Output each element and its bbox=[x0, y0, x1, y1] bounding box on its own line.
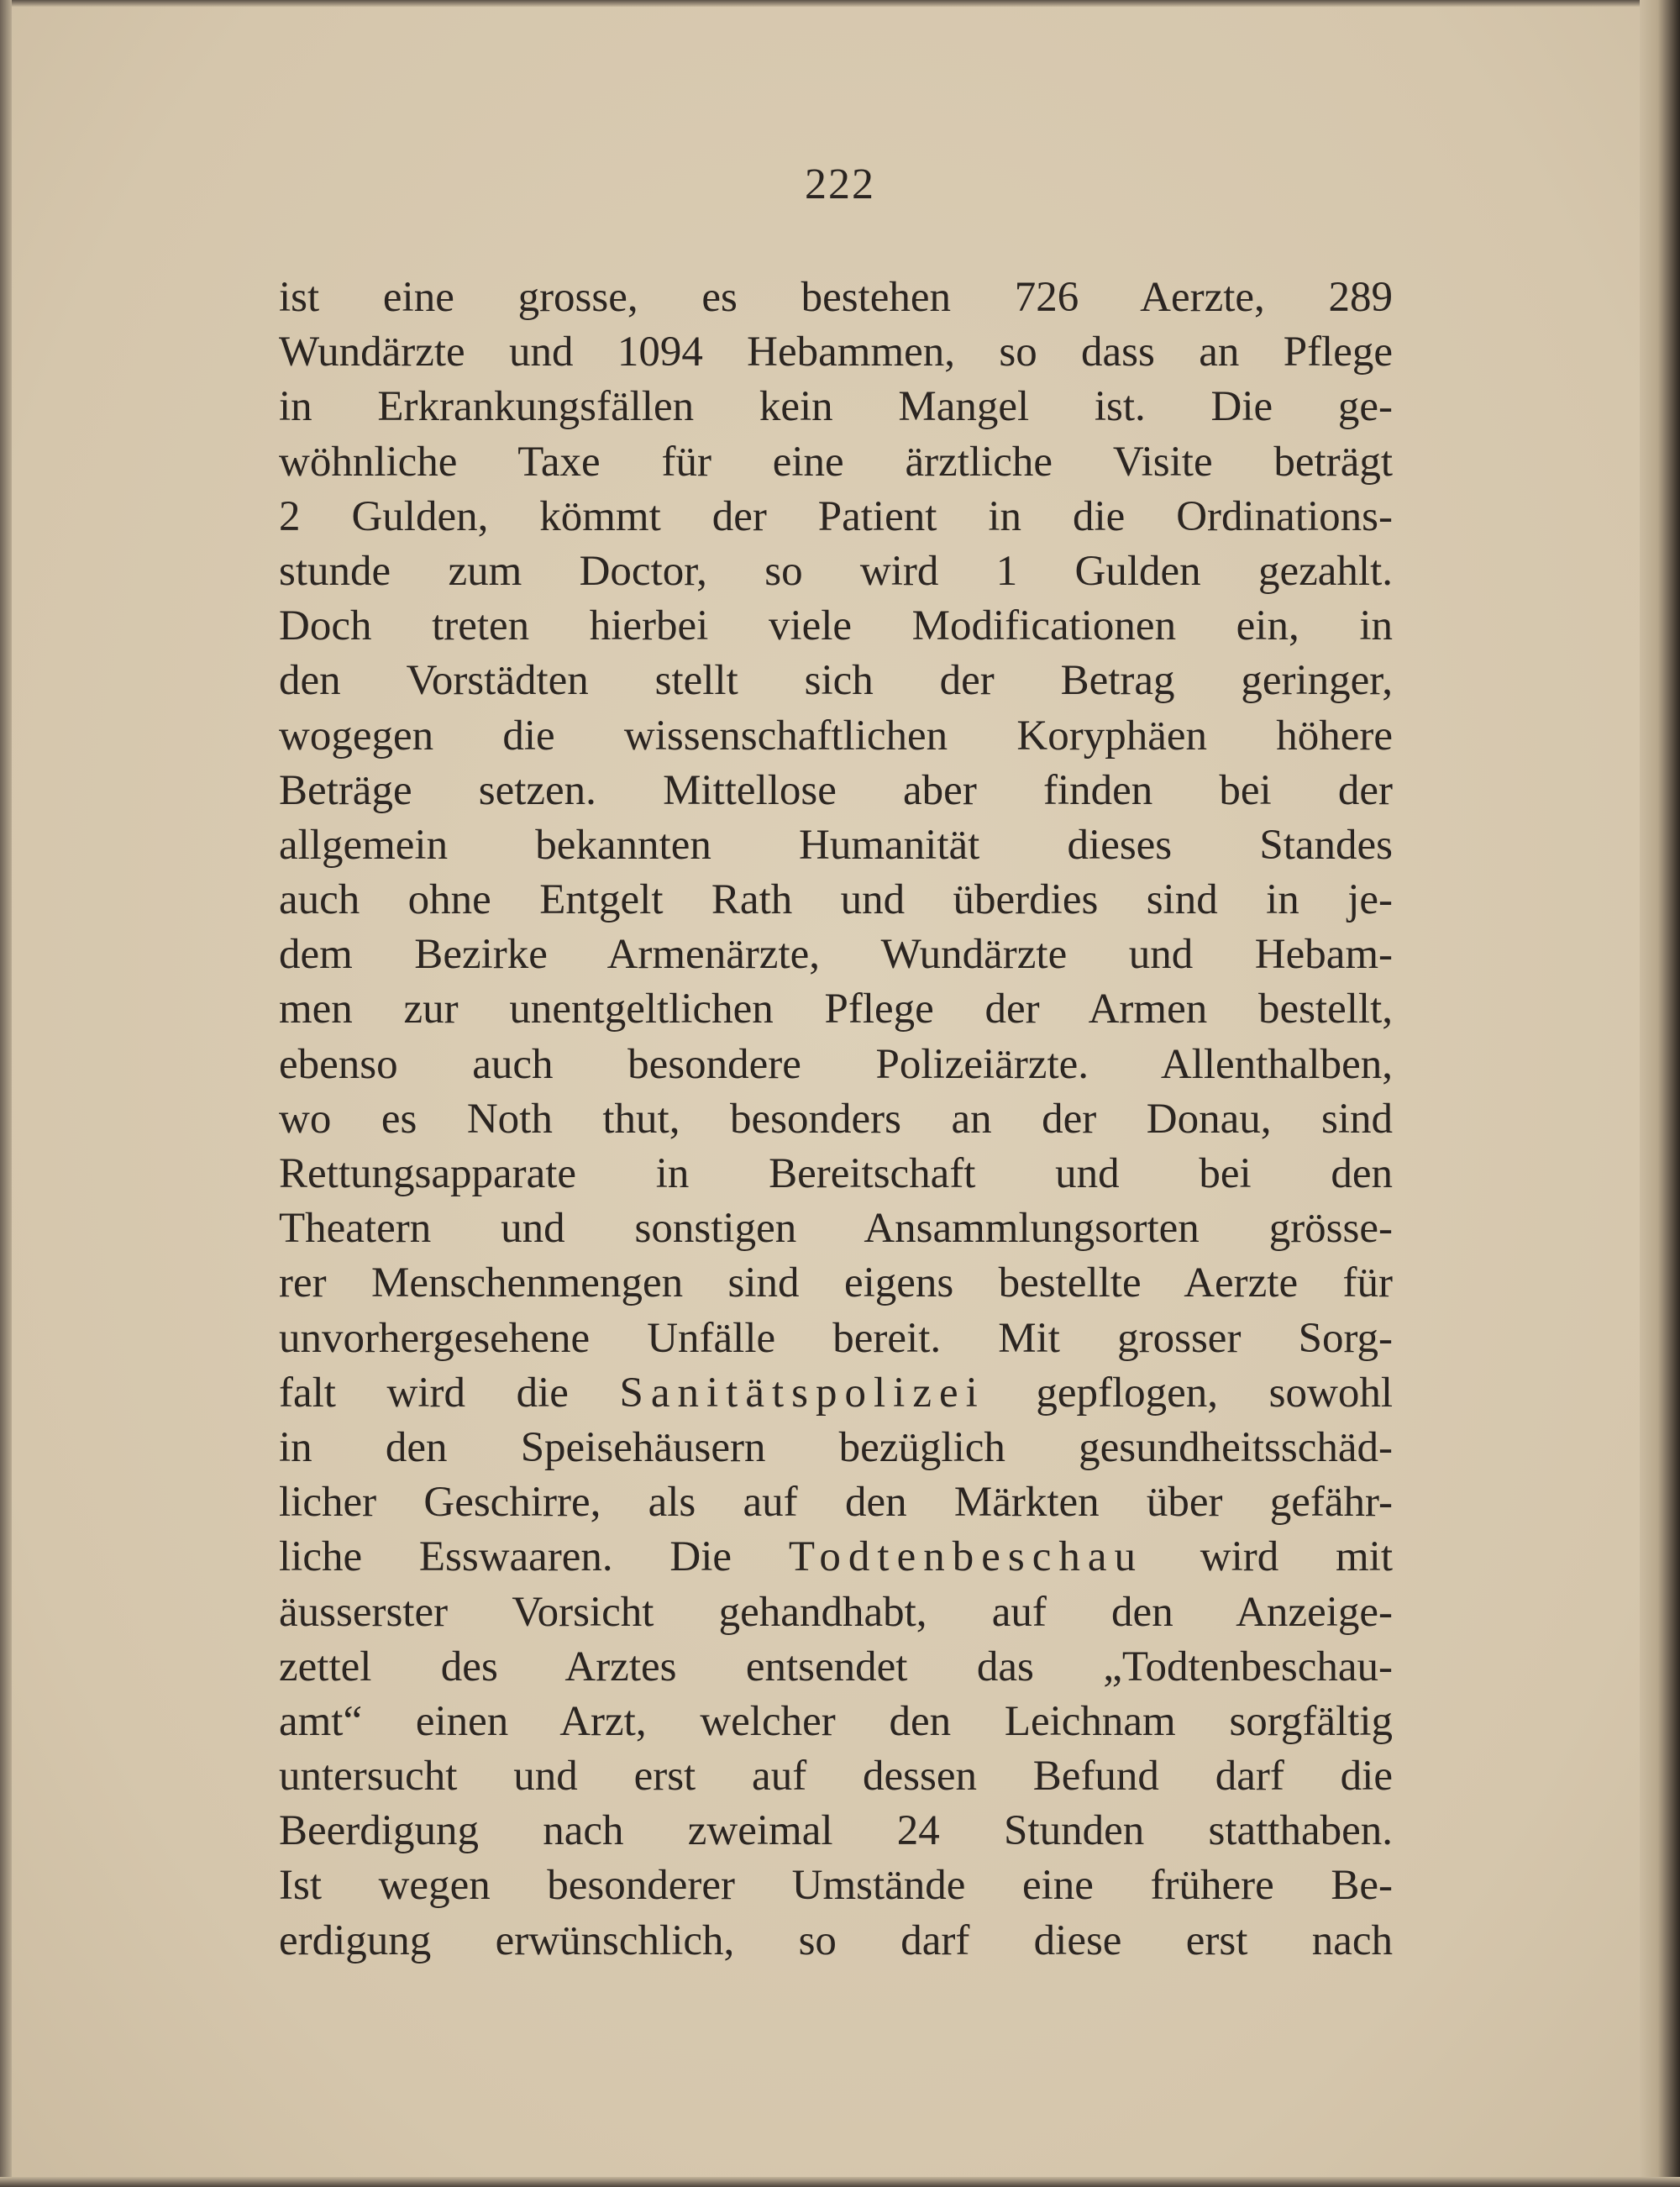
page-edge-bottom bbox=[0, 2177, 1680, 2187]
text-segment: unvorhergesehene Unfälle bereit. Mit grosser Sorg- bbox=[279, 1314, 1393, 1362]
text-line bbox=[279, 1475, 1393, 1530]
text-line bbox=[279, 654, 1393, 708]
text-segment: falt wird die bbox=[279, 1369, 620, 1417]
text-line bbox=[279, 1585, 1393, 1640]
text-line bbox=[279, 490, 1393, 544]
page-number: 222 bbox=[805, 160, 875, 208]
text-segment: Theatern und sonstigen Ansammlungsorten grösse- bbox=[279, 1205, 1393, 1253]
text-segment: den Vorstädten stellt sich der Betrag geringer, bbox=[279, 657, 1393, 705]
text-line bbox=[279, 1804, 1393, 1858]
text-line bbox=[279, 928, 1393, 982]
text-segment: Beerdigung nach zweimal 24 Stunden statthaben. bbox=[279, 1807, 1393, 1855]
text-segment: zettel des Arztes entsendet das „Todtenbeschau- bbox=[279, 1643, 1393, 1690]
text-line bbox=[279, 380, 1393, 434]
text-segment: Rettungsapparate in Bereitschaft und bei den bbox=[279, 1150, 1393, 1197]
text-segment: Doch treten hierbei viele Modificationen ein, in bbox=[279, 602, 1393, 650]
text-segment: in den Speisehäusern bezüglich gesundheitsschäd- bbox=[279, 1423, 1393, 1471]
page-edge-top bbox=[0, 0, 1680, 7]
text-line bbox=[279, 1366, 1393, 1421]
text-line bbox=[279, 1530, 1393, 1585]
body-text bbox=[279, 271, 1393, 1969]
spaced-emphasis: Sanitätspolizei bbox=[619, 1369, 985, 1417]
text-segment: 2 Gulden, kömmt der Patient in die Ordinations- bbox=[279, 492, 1393, 540]
text-line bbox=[279, 1256, 1393, 1311]
text-segment: amt“ einen Arzt, welcher den Leichnam sorgfältig bbox=[279, 1697, 1393, 1745]
text-line bbox=[279, 435, 1393, 490]
text-line bbox=[279, 544, 1393, 599]
text-line bbox=[279, 1749, 1393, 1804]
text-segment: men zur unentgeltlichen Pflege der Armen bestellt, bbox=[279, 986, 1393, 1033]
text-segment: rer Menschenmengen sind eigens bestellte Aerzte für bbox=[279, 1259, 1393, 1307]
text-segment: Beträge setzen. Mittellose aber finden bei der bbox=[279, 766, 1393, 814]
text-segment: licher Geschirre, als auf den Märkten über gefähr- bbox=[279, 1479, 1393, 1527]
text-segment: in Erkrankungsfällen kein Mangel ist. Die ge- bbox=[279, 383, 1393, 431]
text-line bbox=[279, 599, 1393, 654]
spaced-emphasis: Todtenbeschau bbox=[788, 1533, 1143, 1581]
book-spine-edge bbox=[1640, 0, 1680, 2187]
text-line bbox=[279, 271, 1393, 325]
text-line bbox=[279, 1201, 1393, 1256]
text-segment: allgemein bekannten Humanität dieses Standes bbox=[279, 821, 1393, 869]
text-segment: Ist wegen besonderer Umstände eine frühere Be- bbox=[279, 1862, 1393, 1910]
text-line bbox=[279, 1858, 1393, 1913]
text-line bbox=[279, 1640, 1393, 1695]
text-segment: ebenso auch besondere Polizeiärzte. Allenthalben, bbox=[279, 1040, 1393, 1088]
text-segment: Wundärzte und 1094 Hebammen, so dass an Pflege bbox=[279, 329, 1393, 376]
text-line bbox=[279, 818, 1393, 873]
text-line bbox=[279, 1914, 1393, 1969]
text-line bbox=[279, 709, 1393, 764]
text-line bbox=[279, 1312, 1393, 1366]
page-edge-left bbox=[0, 0, 12, 2187]
text-segment: liche Esswaaren. Die bbox=[279, 1533, 789, 1581]
text-segment: äusserster Vorsicht gehandhabt, auf den Anzeige- bbox=[279, 1588, 1393, 1636]
text-line bbox=[279, 1092, 1393, 1147]
text-segment: wo es Noth thut, besonders an der Donau, sind bbox=[279, 1095, 1393, 1143]
text-segment: wöhnliche Taxe für eine ärztliche Visite beträgt bbox=[279, 438, 1393, 486]
text-line bbox=[279, 764, 1393, 818]
text-segment: wird mit bbox=[1142, 1533, 1393, 1581]
text-line bbox=[279, 873, 1393, 928]
text-segment: dem Bezirke Armenärzte, Wundärzte und Hebam- bbox=[279, 931, 1393, 979]
text-segment: ist eine grosse, es bestehen 726 Aerzte, 289 bbox=[279, 274, 1393, 321]
text-line bbox=[279, 1695, 1393, 1749]
text-segment: untersucht und erst auf dessen Befund darf die bbox=[279, 1753, 1393, 1801]
text-line bbox=[279, 325, 1393, 380]
text-segment: erdigung erwünschlich, so darf diese erst nach bbox=[279, 1916, 1393, 1964]
text-line bbox=[279, 1147, 1393, 1201]
text-line bbox=[279, 1421, 1393, 1475]
text-segment: auch ohne Entgelt Rath und überdies sind in je- bbox=[279, 876, 1393, 924]
text-line bbox=[279, 982, 1393, 1037]
text-line bbox=[279, 1038, 1393, 1092]
text-segment: stunde zum Doctor, so wird 1 Gulden gezahlt. bbox=[279, 547, 1393, 595]
text-segment: wogegen die wissenschaftlichen Koryphäen höhere bbox=[279, 712, 1393, 760]
text-segment: gepflogen, sowohl bbox=[984, 1369, 1393, 1417]
